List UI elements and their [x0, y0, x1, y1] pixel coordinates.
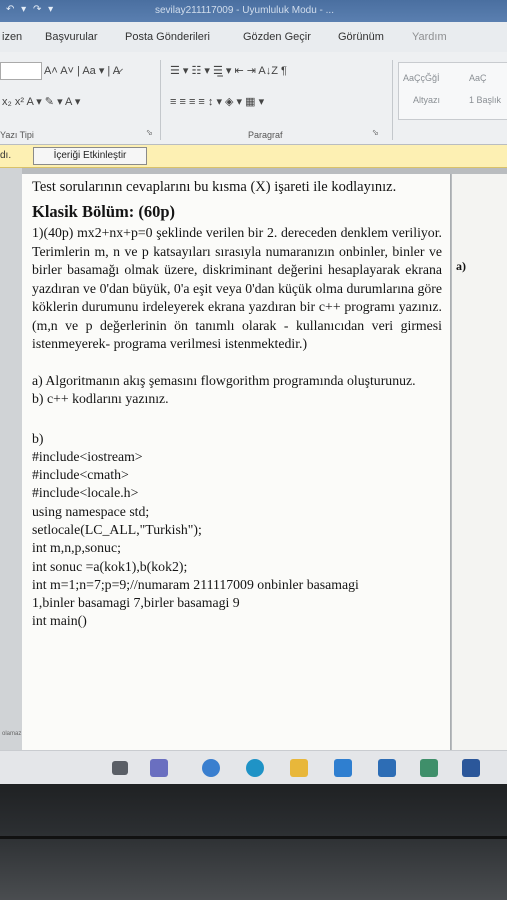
font-dialog-launcher-icon[interactable]: ⬂ — [146, 128, 153, 137]
code-line: #include<iostream> — [32, 448, 143, 464]
option-b: b) c++ kodlarını yazınız. — [32, 391, 169, 406]
left-strip — [0, 168, 22, 750]
paragraph-group-label: Paragraf — [248, 130, 283, 140]
ribbon — [0, 52, 507, 145]
chat-icon[interactable] — [150, 759, 168, 777]
task-view-icon[interactable] — [112, 761, 128, 775]
word-icon[interactable] — [462, 759, 480, 777]
font-format-buttons[interactable]: x₂ x² A ▾ ✎ ▾ A ▾ — [2, 96, 81, 108]
code-line: #include<cmath> — [32, 467, 129, 483]
ribbon-tabs — [0, 22, 507, 52]
quick-access-toolbar[interactable]: ↶ ▾ ↷ ▾ — [6, 4, 56, 15]
paragraph-align-buttons[interactable]: ≡ ≡ ≡ ≡ ↕ ▾ ◈ ▾ ▦ ▾ — [170, 96, 265, 108]
side-page[interactable] — [452, 174, 507, 750]
laptop-hinge — [0, 836, 507, 839]
document-area — [0, 168, 507, 750]
laptop-bezel — [0, 784, 507, 900]
code-line: int m,n,p,sonuc; — [32, 540, 121, 556]
font-group-label: Yazı Tipi — [0, 130, 34, 140]
document-page[interactable] — [22, 174, 451, 750]
tab-design[interactable]: izen — [2, 31, 23, 43]
styles-gallery[interactable] — [398, 62, 507, 120]
taskbar — [0, 750, 507, 785]
style-normal[interactable]: AaÇçĞğİ — [403, 73, 440, 83]
tab-references[interactable]: Başvurular — [45, 31, 98, 43]
style-heading[interactable]: AaÇ — [469, 73, 487, 83]
section-title: Klasik Bölüm: (60p) — [32, 202, 176, 221]
file-explorer-icon[interactable] — [290, 759, 308, 777]
paragraph-dialog-launcher-icon[interactable]: ⬂ — [372, 128, 379, 137]
code-line: #include<locale.h> — [32, 485, 139, 501]
question-text: 1)(40p) mx2+nx+p=0 şeklinde verilen bir 2. dereceden denklem veriliyor. Terimlerin m, n ve p katsayıları sırasıyla numaranızın onbinler, binler ve birler basamağı olmak üzere, diskriminant değerini hesaplayarak ekrana yazdıran ve 0'dan büyük, 0'a eşit veya 0'dan küçük olma durumlarına göre köklerin durumunu irdeleyerek ekrana yazdıran bir c++ programı yazınız. (m,n ve p değerlerinin ön tanımlı olarak - kullanıcıdan veri girmesi istenmeyerek- programa verilmesi istenmektedir.) — [32, 225, 442, 351]
ribbon-separator — [160, 60, 161, 140]
font-name-box[interactable] — [0, 62, 42, 80]
code-line: using namespace std; — [32, 503, 150, 519]
tab-mailings[interactable]: Posta Gönderileri — [125, 31, 210, 43]
code-line: int main() — [32, 613, 87, 629]
message-bar — [0, 145, 507, 168]
tab-view[interactable]: Görünüm — [338, 31, 384, 43]
code-line: int m=1;n=7;p=9;//numaram 211117009 onbinler basamagi — [32, 576, 359, 592]
code-line: 1,binler basamagi 7,birler basamagi 9 — [32, 595, 240, 611]
side-note: a) — [456, 259, 466, 273]
paragraph-list-buttons[interactable]: ☰ ▾ ☷ ▾ ☰̲ ▾ ⇤ ⇥ A↓Z ¶ — [170, 65, 287, 77]
answer-label: b) — [32, 430, 44, 446]
tab-help[interactable]: Yardım — [412, 31, 447, 43]
code-line: int sonuc =a(kok1),b(kok2); — [32, 558, 188, 574]
ribbon-separator — [392, 60, 393, 140]
title-bar — [0, 0, 507, 22]
window-title: sevilay211117009 - Uyumluluk Modu - ... — [155, 5, 334, 16]
font-size-buttons[interactable]: A˄ A˅ | Aa ▾ | A̷ — [44, 65, 121, 77]
code-line: setlocale(LC_ALL,"Turkish"); — [32, 521, 202, 537]
app-icon[interactable] — [246, 759, 264, 777]
mail-icon[interactable] — [378, 759, 396, 777]
option-a: a) Algoritmanın akış şemasını flowgorithm programında oluşturunuz. — [32, 372, 416, 388]
enable-content-button[interactable]: İçeriği Etkinleştir — [33, 147, 147, 165]
style-subtitle[interactable]: Altyazı — [413, 95, 441, 105]
intro-text: Test sorularının cevaplarını bu kısma (X) işareti ile kodlayınız. — [32, 179, 397, 195]
photos-icon[interactable] — [420, 759, 438, 777]
document-content[interactable] — [32, 178, 442, 631]
edge-icon[interactable] — [202, 759, 220, 777]
tab-review[interactable]: Gözden Geçir — [243, 31, 311, 43]
message-bar-text: dı. — [0, 150, 12, 161]
status-text: olamaz — [2, 731, 22, 737]
style-heading1[interactable]: 1 Başlık — [469, 95, 502, 105]
store-icon[interactable] — [334, 759, 352, 777]
